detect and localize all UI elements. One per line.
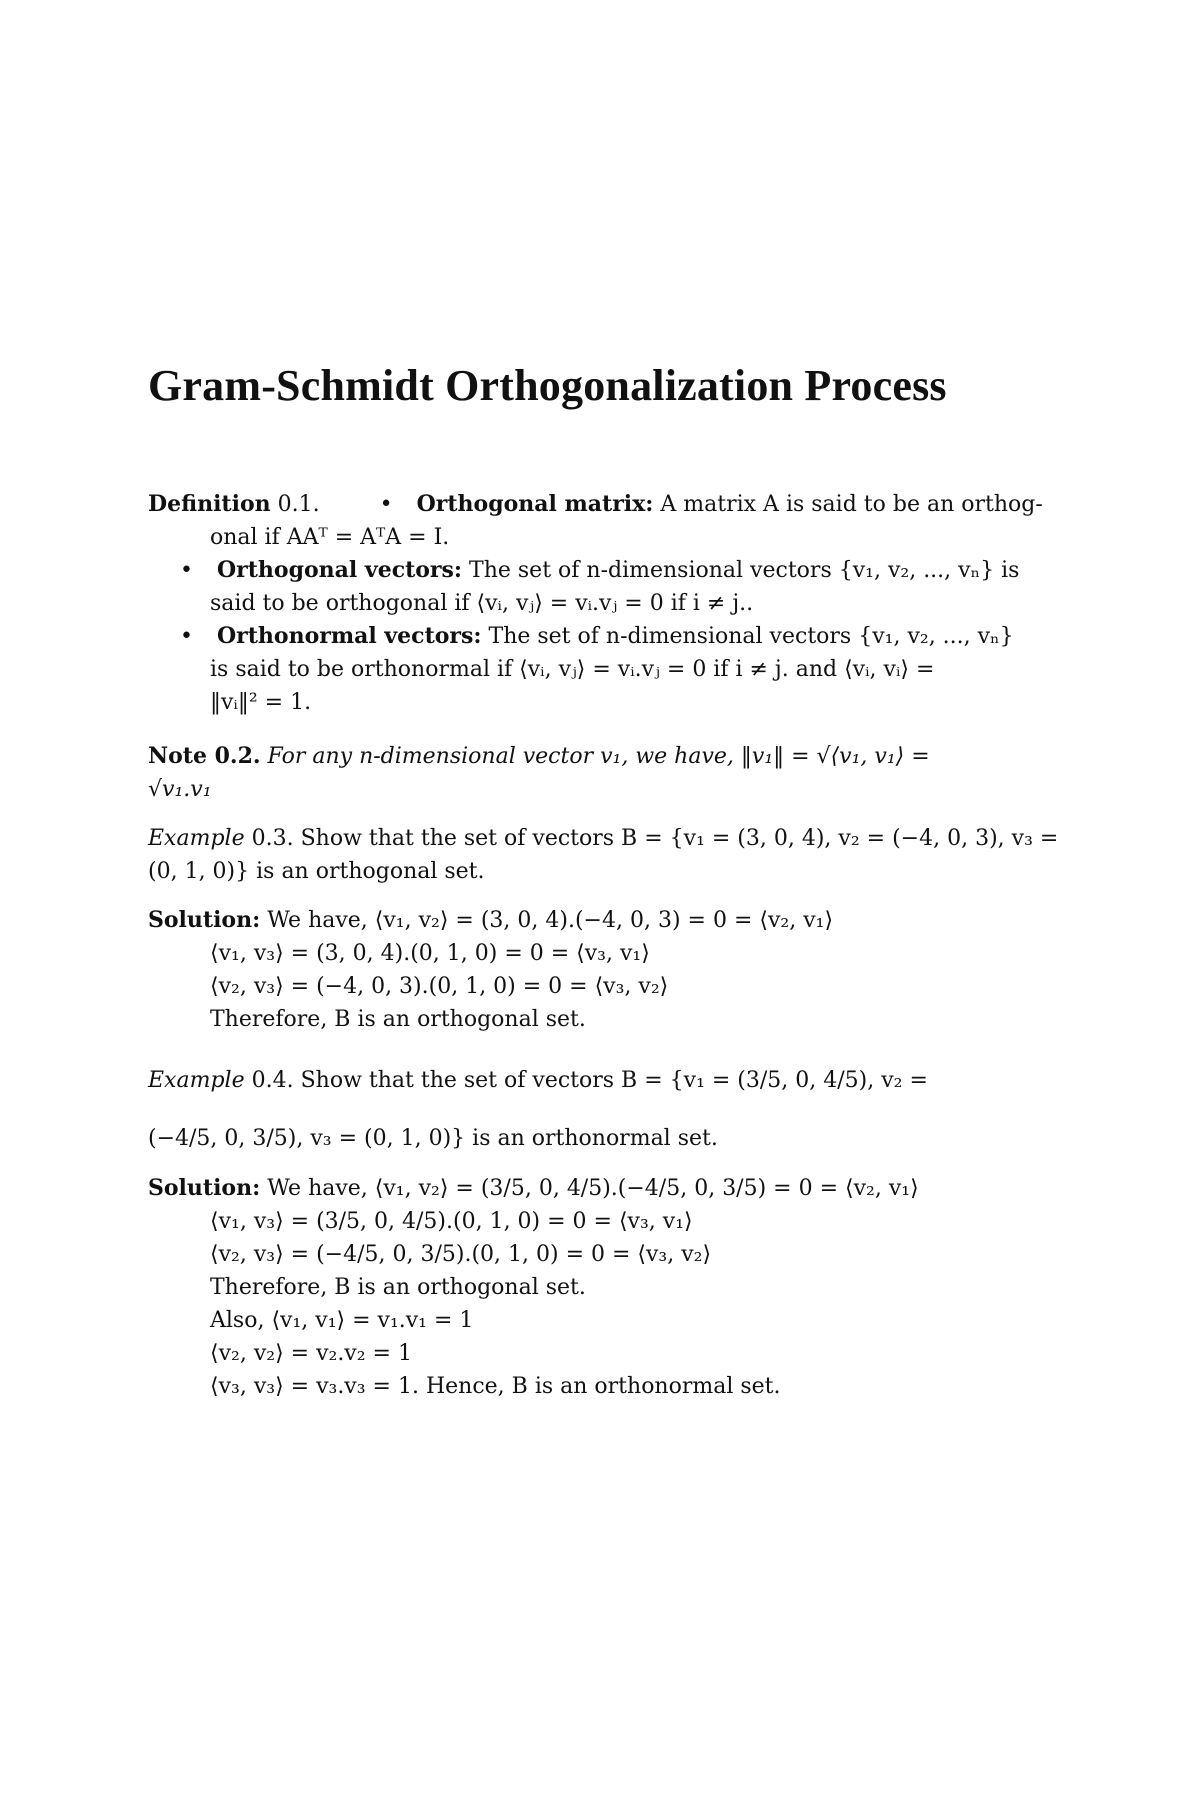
definition-label: Definition bbox=[148, 491, 271, 517]
example-text: Show that the set of vectors B = {v₁ = (3/5, 0, 4/5), v₂ = bbox=[300, 1068, 928, 1093]
solution-label: Solution: bbox=[148, 907, 261, 933]
definition-item-text: The set of n-dimensional vectors {v₁, v₂, ..., vₙ} bbox=[488, 624, 1014, 649]
definition-first-line bbox=[148, 488, 1108, 521]
solution-block bbox=[148, 1172, 1108, 1403]
solution-text: ⟨v₁, v₃⟩ = (3, 0, 4).(0, 1, 0) = 0 = ⟨v₃, v₁⟩ bbox=[210, 941, 650, 966]
solution-text: ⟨v₂, v₃⟩ = (−4, 0, 3).(0, 1, 0) = 0 = ⟨v₃, v₂⟩ bbox=[210, 974, 669, 999]
note-label: Note 0.2. bbox=[148, 743, 261, 769]
example-label: Example bbox=[148, 826, 245, 851]
definition-item-text: A matrix A is said to be an orthog- bbox=[660, 492, 1043, 517]
bullet-icon: • bbox=[379, 492, 393, 517]
definition-number: 0.1. bbox=[277, 492, 320, 517]
definition-block bbox=[148, 488, 1108, 719]
definition-item-text: ‖vᵢ‖² = 1. bbox=[210, 690, 312, 715]
example-text: (−4/5, 0, 3/5), v₃ = (0, 1, 0)} is an orthonormal set. bbox=[148, 1126, 718, 1151]
definition-item-text: onal if AAᵀ = AᵀA = I. bbox=[210, 525, 450, 550]
solution-text: Therefore, B is an orthogonal set. bbox=[210, 1275, 586, 1300]
definition-item bbox=[148, 620, 1108, 653]
bullet-icon: • bbox=[180, 624, 193, 649]
solution-text: ⟨v₁, v₃⟩ = (3/5, 0, 4/5).(0, 1, 0) = 0 = ⟨v₃, v₁⟩ bbox=[210, 1209, 693, 1234]
example-number: 0.4. bbox=[251, 1068, 294, 1093]
solution-text: ⟨v₂, v₃⟩ = (−4/5, 0, 3/5).(0, 1, 0) = 0 = ⟨v₃, v₂⟩ bbox=[210, 1242, 712, 1267]
example-block bbox=[148, 1052, 1108, 1168]
definition-item-heading: Orthogonal vectors: bbox=[217, 557, 463, 583]
solution-text: Also, ⟨v₁, v₁⟩ = v₁.v₁ = 1 bbox=[210, 1308, 474, 1333]
definition-item-text: The set of n-dimensional vectors {v₁, v₂, ..., vₙ} is bbox=[469, 558, 1020, 583]
note-text: For any n-dimensional vector v₁, we have, ‖v₁‖ = √⟨v₁, v₁⟩ = bbox=[267, 744, 930, 769]
definition-item-text: is said to be orthonormal if ⟨vᵢ, vⱼ⟩ = vᵢ.vⱼ = 0 if i ≠ j. and ⟨vᵢ, vᵢ⟩ = bbox=[210, 657, 935, 682]
solution-text: Therefore, B is an orthogonal set. bbox=[210, 1007, 586, 1032]
definition-item bbox=[148, 554, 1108, 587]
example-text: (0, 1, 0)} is an orthogonal set. bbox=[148, 859, 485, 884]
document-page bbox=[148, 0, 1108, 1820]
bullet-icon: • bbox=[180, 558, 193, 583]
example-label: Example bbox=[148, 1068, 245, 1093]
solution-label: Solution: bbox=[148, 1175, 261, 1201]
example-line bbox=[148, 1052, 1108, 1110]
definition-item-text: said to be orthogonal if ⟨vᵢ, vⱼ⟩ = vᵢ.vⱼ = 0 if i ≠ j.. bbox=[210, 591, 754, 616]
solution-line bbox=[148, 904, 1108, 937]
note-block bbox=[148, 740, 1108, 806]
note-line bbox=[148, 740, 1108, 773]
solution-block bbox=[148, 904, 1108, 1036]
definition-item-heading: Orthonormal vectors: bbox=[217, 623, 482, 649]
solution-text: We have, ⟨v₁, v₂⟩ = (3, 0, 4).(−4, 0, 3) = 0 = ⟨v₂, v₁⟩ bbox=[267, 908, 834, 933]
solution-text: ⟨v₂, v₂⟩ = v₂.v₂ = 1 bbox=[210, 1341, 412, 1366]
example-number: 0.3. bbox=[251, 826, 294, 851]
note-text: √v₁.v₁ bbox=[148, 777, 212, 802]
solution-line bbox=[148, 1172, 1108, 1205]
example-text: Show that the set of vectors B = {v₁ = (3, 0, 4), v₂ = (−4, 0, 3), v₃ = bbox=[300, 826, 1059, 851]
page-title: Gram-Schmidt Orthogonalization Process bbox=[148, 361, 947, 410]
solution-text: We have, ⟨v₁, v₂⟩ = (3/5, 0, 4/5).(−4/5, 0, 3/5) = 0 = ⟨v₂, v₁⟩ bbox=[267, 1176, 919, 1201]
example-block bbox=[148, 822, 1108, 888]
solution-text: ⟨v₃, v₃⟩ = v₃.v₃ = 1. Hence, B is an orthonormal set. bbox=[210, 1374, 781, 1399]
definition-item-heading: Orthogonal matrix: bbox=[416, 491, 654, 517]
example-line bbox=[148, 822, 1108, 855]
